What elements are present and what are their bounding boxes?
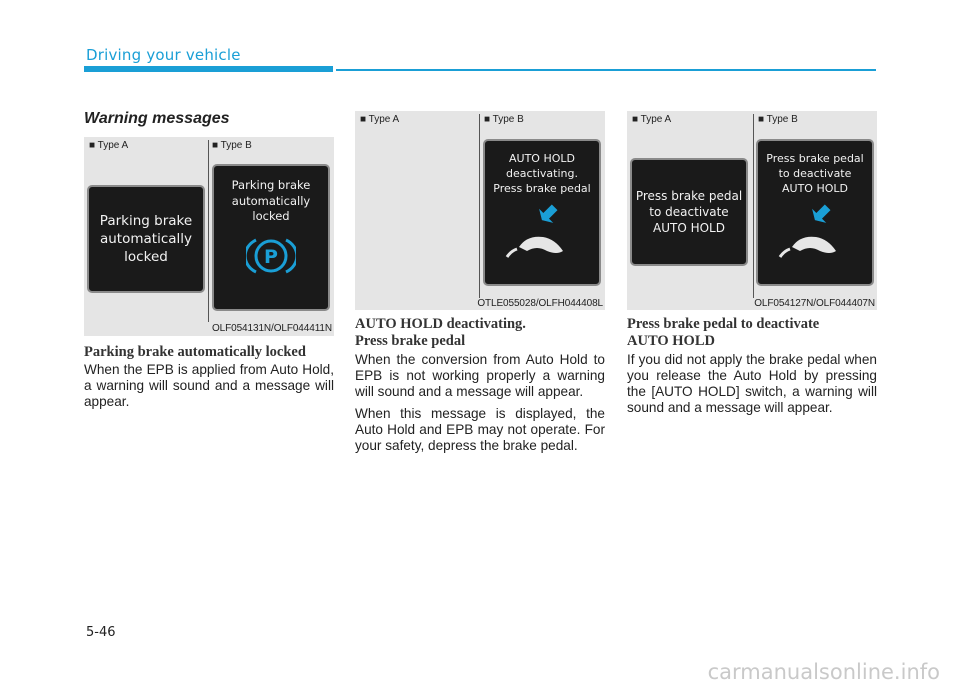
subheading-parking-brake bbox=[84, 344, 336, 361]
figure-press-brake-pedal bbox=[627, 111, 877, 310]
type-b-label: ■ Type B bbox=[484, 114, 524, 125]
figure-divider bbox=[753, 114, 754, 298]
subheading-line: Parking brake automatically locked bbox=[84, 344, 306, 360]
parking-icon-letter: P bbox=[264, 245, 278, 268]
subheading-press-brake bbox=[627, 316, 879, 350]
paragraph: When the EPB is applied from Auto Hold, a warning will sound and a message will appear. bbox=[84, 362, 334, 409]
subheading-line: Press brake pedal bbox=[355, 333, 466, 349]
brake-pedal-icon bbox=[497, 203, 587, 265]
type-a-label: ■ Type A bbox=[360, 114, 400, 125]
display-line: automatically bbox=[231, 193, 311, 208]
figure-code: OLF054131N/OLF044411N bbox=[211, 323, 332, 334]
parking-brake-warning-icon bbox=[246, 235, 296, 277]
type-b-label: ■ Type B bbox=[758, 114, 798, 125]
cluster-display-type-a bbox=[87, 185, 205, 293]
body-text-column-1 bbox=[84, 362, 334, 416]
figure-code: OLF054127N/OLF044407N bbox=[754, 298, 875, 309]
section-heading: Warning messages bbox=[84, 110, 230, 127]
body-text-column-2 bbox=[355, 352, 605, 460]
paragraph: When this message is displayed, the Auto Hold and EPB may not operate. For your safety, depress the brake pedal. bbox=[355, 406, 605, 453]
display-line: deactivating. bbox=[506, 166, 578, 180]
subheading-line: Press brake pedal to deactivate bbox=[627, 316, 820, 332]
header-rule-thick bbox=[84, 66, 333, 72]
header-rule-thin bbox=[336, 69, 876, 71]
chapter-title: Driving your vehicle bbox=[86, 46, 241, 64]
brake-pedal-icon bbox=[770, 203, 860, 265]
display-line: automatically bbox=[99, 230, 193, 247]
figure-parking-brake bbox=[84, 137, 334, 336]
figure-divider bbox=[208, 140, 209, 322]
subheading-line: AUTO HOLD deactivating. bbox=[355, 316, 526, 332]
cluster-display-type-a bbox=[630, 158, 748, 266]
display-line: to deactivate bbox=[649, 204, 729, 219]
display-line: Press brake pedal bbox=[766, 152, 864, 165]
cluster-display-type-b bbox=[483, 139, 601, 286]
paragraph: If you did not apply the brake pedal when you release the Auto Hold by pressing the [AUTO HOLD] switch, a warning will sound and a message will appear. bbox=[627, 352, 877, 415]
subheading-line: AUTO HOLD bbox=[627, 333, 715, 349]
display-line: Parking brake bbox=[231, 178, 311, 192]
display-line: AUTO HOLD bbox=[653, 221, 725, 236]
subheading-auto-hold bbox=[355, 316, 607, 350]
cluster-display-type-b bbox=[756, 139, 874, 286]
display-line: Press brake pedal bbox=[635, 188, 743, 203]
display-line: locked bbox=[252, 209, 290, 224]
display-line: AUTO HOLD bbox=[509, 152, 575, 165]
display-line: AUTO HOLD bbox=[782, 181, 848, 195]
page-number: 5-46 bbox=[86, 625, 116, 640]
cluster-display-type-b bbox=[212, 164, 330, 311]
type-b-label: ■ Type B bbox=[212, 140, 252, 151]
figure-auto-hold-deactivating bbox=[355, 111, 605, 310]
paragraph: When the conversion from Auto Hold to EPB is not working properly a warning will sound and a message will appear. bbox=[355, 352, 605, 399]
figure-code: OTLE055028/OLFH044408L bbox=[477, 298, 603, 309]
display-line: to deactivate bbox=[778, 166, 852, 180]
watermark: carmanualsonline.info bbox=[707, 660, 940, 684]
display-line: locked bbox=[124, 249, 168, 266]
type-a-label: ■ Type A bbox=[89, 140, 129, 151]
display-line: Press brake pedal bbox=[493, 181, 591, 195]
figure-divider bbox=[479, 114, 480, 298]
body-text-column-3 bbox=[627, 352, 877, 422]
display-line: Parking brake bbox=[99, 212, 193, 229]
type-a-label: ■ Type A bbox=[632, 114, 672, 125]
